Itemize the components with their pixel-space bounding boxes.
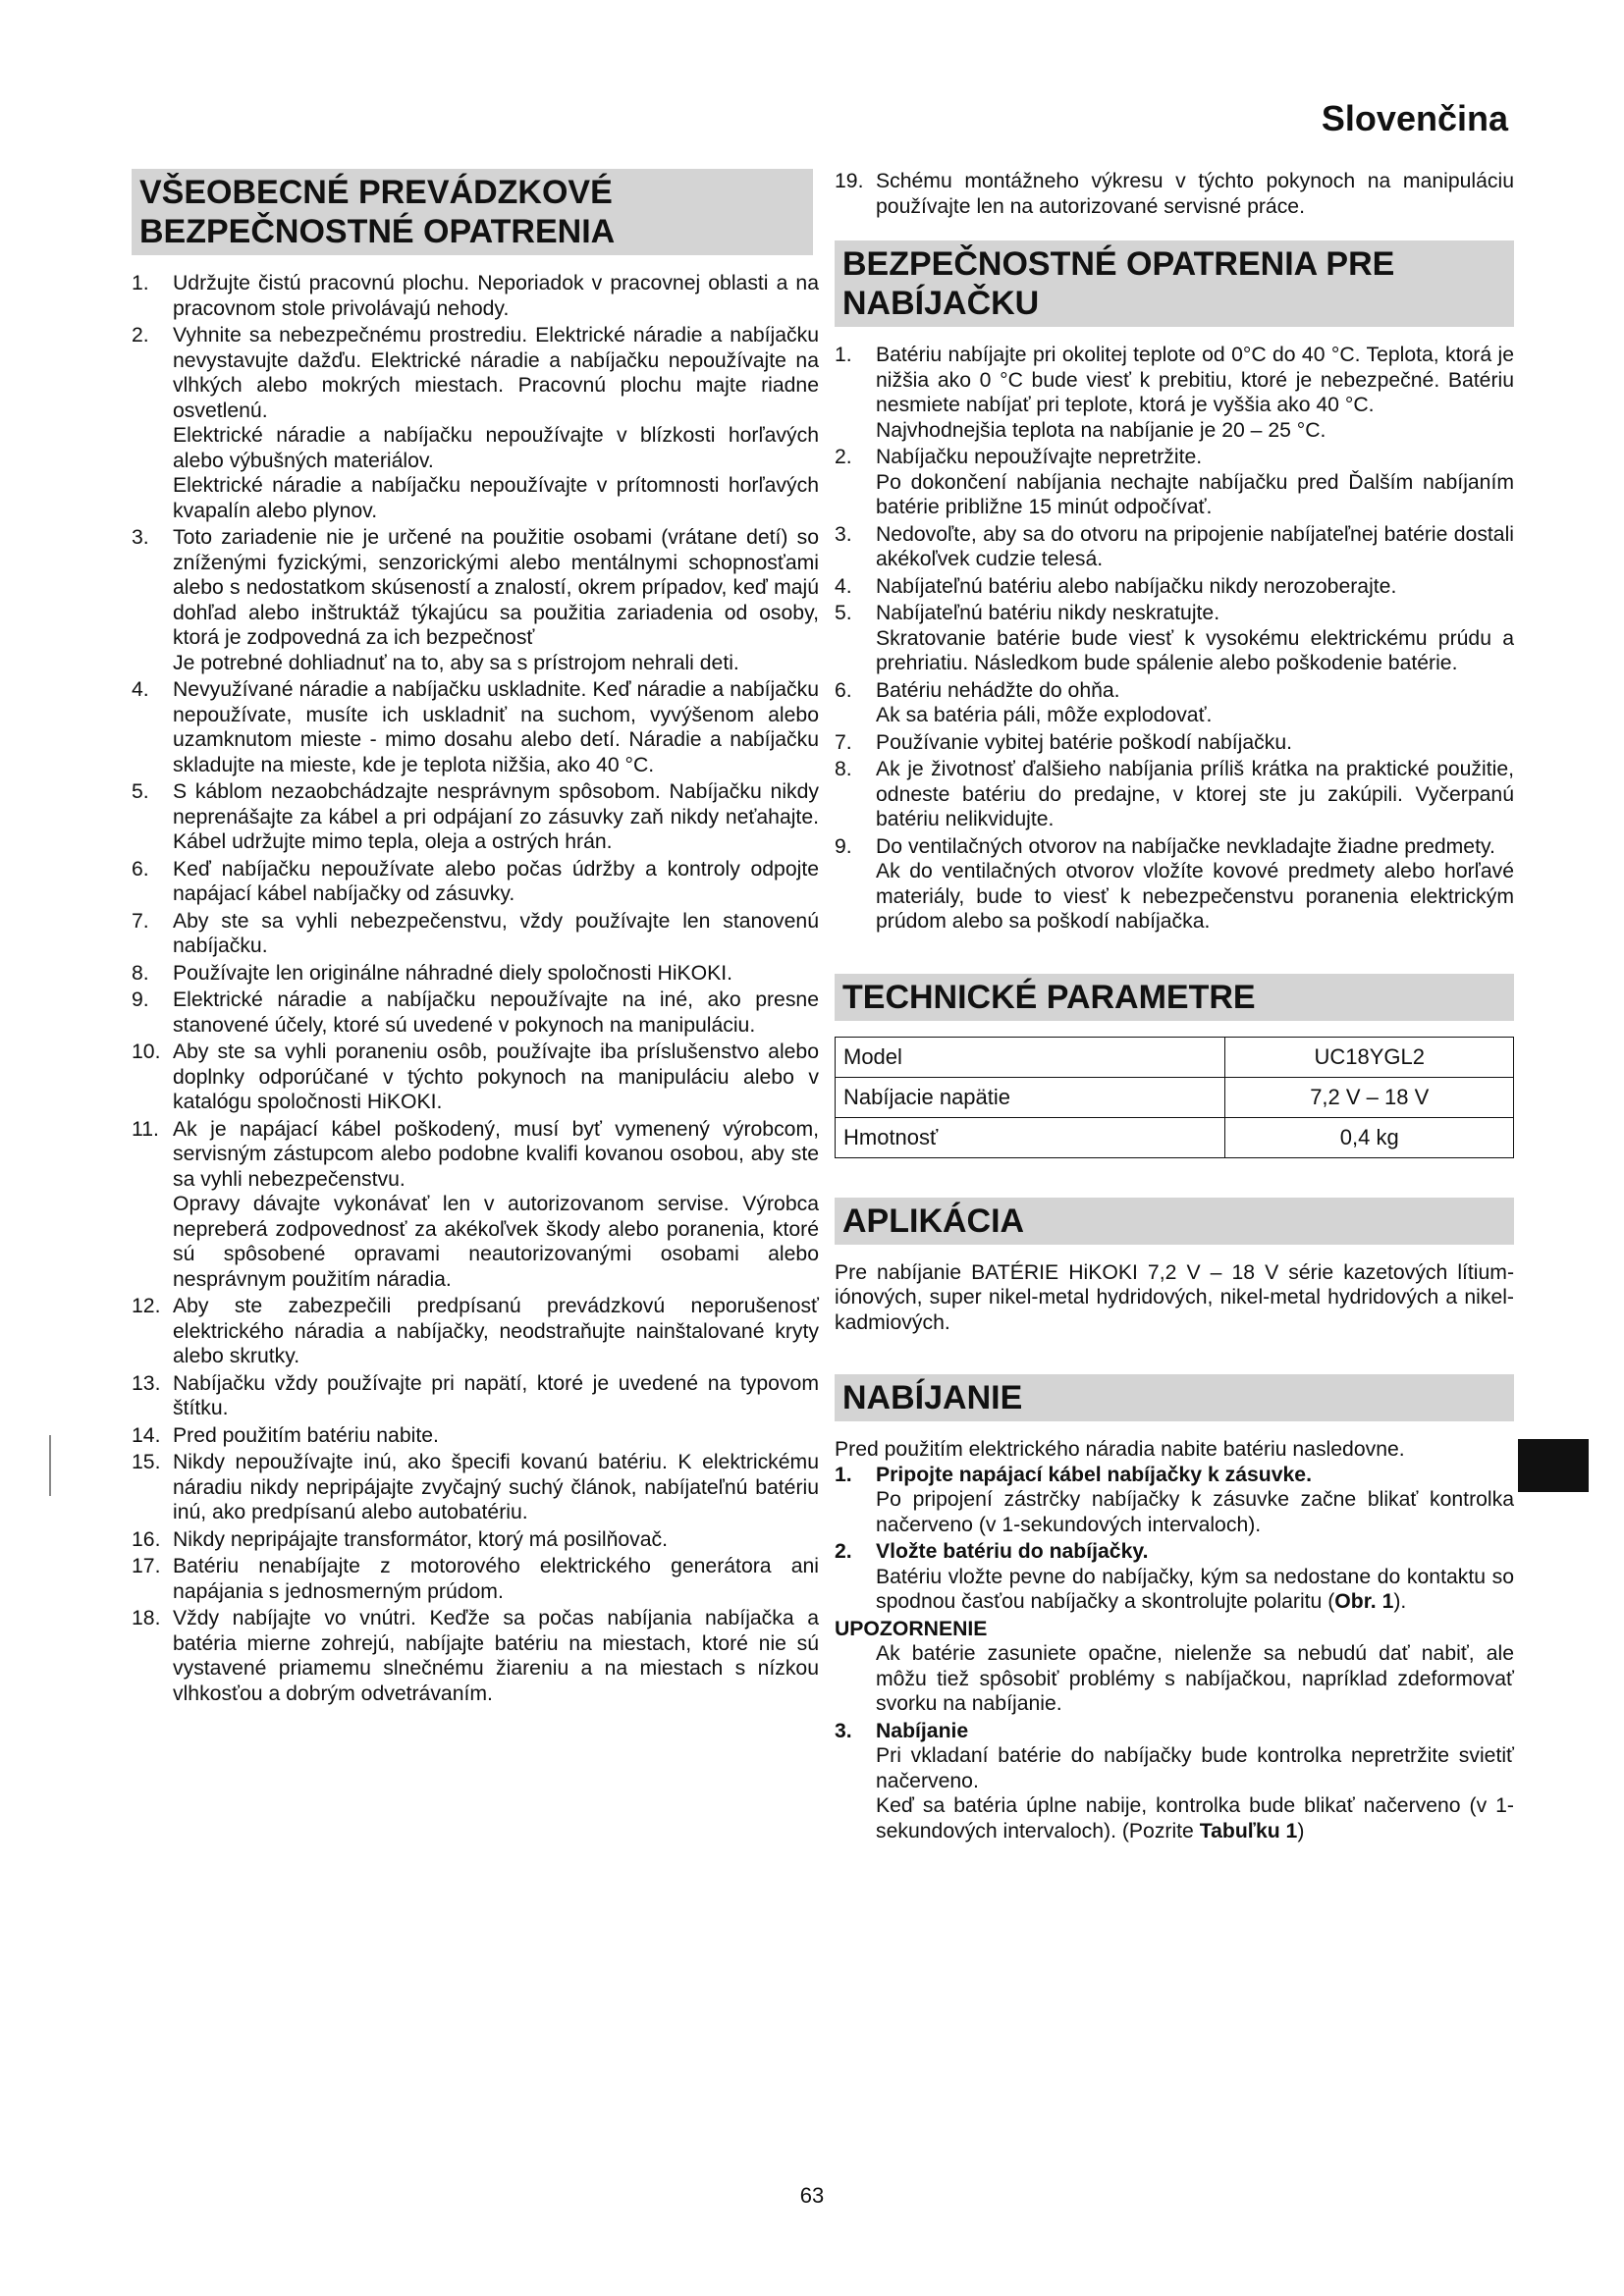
- section-tab-marker: [1518, 1439, 1589, 1492]
- item-text: Je potrebné dohliadnuť na to, aby sa s prístrojom nehrali deti.: [173, 651, 739, 674]
- item-text: S káblom nezaobchádzajte nesprávnym spôsobom. Nabíjačku nikdy neprenášajte za kábel a pri odpájaní zo zásuvky zaň nikdy neťahajte. Kábel udržujte mimo tepla, oleja a ostrých hrán.: [173, 780, 819, 853]
- item-text: Aby ste sa vyhli nebezpečenstvu, vždy používajte len stanovenú nabíjačku.: [173, 909, 819, 957]
- item-text: Nikdy nepripájajte transformátor, ktorý má posilňovač.: [173, 1527, 669, 1551]
- item-number: 17.: [132, 1555, 161, 1577]
- list-item: [132, 323, 819, 523]
- list-item: [132, 909, 819, 959]
- item-text: Keď nabíjačku nepoužívate alebo počas údržby a kontroly odpojte napájací kábel nabíjačky od zásuvky.: [173, 857, 819, 905]
- item-number: 14.: [132, 1423, 161, 1447]
- item-number: 7.: [835, 730, 852, 754]
- item-text: Batériu nenabíjajte z motorového elektrického generátora ani napájania s jednosmerným prúdom.: [173, 1555, 819, 1603]
- list-item: [132, 1606, 819, 1706]
- item-number: 8.: [835, 758, 852, 780]
- list-item: [132, 1117, 819, 1293]
- item-text: Nabíjateľnú batériu alebo nabíjačku nikdy nerozoberajte.: [876, 574, 1397, 598]
- table-row: [836, 1077, 1514, 1117]
- item-text: Opravy dávajte vykonávať len v autorizovanom servise. Výrobca nepreberá zodpovednosť za akékoľvek škody alebo poranenia, ktoré sú spôsobené opravami neautorizovanými osobami alebo nesprávnym použitím náradia.: [173, 1193, 819, 1291]
- item-text: Ak sa batéria páli, môže explodovať.: [876, 704, 1213, 726]
- item-number: 8.: [132, 961, 149, 985]
- item-text: Vyhnite sa nebezpečnému prostrediu. Elektrické náradie a nabíjačku nevystavujte dažďu. Elektrické náradie a nabíjačku nepoužívajte na vlhkých alebo mokrých miestach. Pracovnú plochu majte riadne osvetlenú.: [173, 324, 819, 422]
- item-text: Elektrické náradie a nabíjačku nepoužívajte v prítomnosti horľavých kvapalín alebo plynov.: [173, 474, 819, 522]
- list-item: [132, 1450, 819, 1525]
- list-item: 19. Schému montážneho výkresu v týchto pokynoch na manipuláciu používajte len na autorizované servisné práce.: [835, 170, 1514, 218]
- charger-safety-heading: BEZPEČNOSTNÉ OPATRENIA PRE NABÍJAČKU: [835, 240, 1514, 327]
- table-row: [836, 1037, 1514, 1077]
- list-item: [132, 857, 819, 907]
- spec-label: Model: [836, 1037, 1225, 1077]
- list-item: [835, 678, 1514, 728]
- left-column: [132, 169, 819, 1708]
- item-text: Nabíjačku vždy používajte pri napätí, ktoré je uvedené na typovom štítku.: [173, 1371, 819, 1419]
- item-number: 5.: [835, 602, 852, 624]
- item-number: 3.: [835, 522, 852, 546]
- item-number: 9.: [132, 988, 149, 1011]
- general-safety-heading: VŠEOBECNÉ PREVÁDZKOVÉ BEZPEČNOSTNÉ OPATRENIA: [132, 169, 813, 255]
- list-item: [835, 522, 1514, 572]
- item-text: Pred použitím batériu nabite.: [173, 1423, 439, 1447]
- list-item: [132, 1554, 819, 1604]
- spec-label: Nabíjacie napätie: [836, 1077, 1225, 1117]
- item-number: 12.: [132, 1295, 161, 1317]
- item-number: 3.: [132, 526, 149, 549]
- item-text: Toto zariadenie nie je určené na použitie osobami (vrátane detí) so zníženými fyzickými, senzorickými alebo mentálnymi schopnosťami alebo s nedostatkom skúseností a znalostí, okrem prípadov, keď majú dohľad alebo inštruktáž týkajúcu sa použitia zariadenia od osoby, ktorá je zodpovedná za ich bezpečnosť: [173, 526, 819, 649]
- item-text: Batériu nabíjajte pri okolitej teplote od 0°C do 40 °C. Teplota, ktorá je nižšia ako 0 °C bude viesť k prebitiu, ktoré je nebezpečné. Batériu nesmiete nabíjať pri teplote, ktorá je vyššia ako 40 °C.: [876, 344, 1514, 416]
- item-text: Skratovanie batérie bude viesť k vysokému elektrickému prúdu a prehriatiu. Následkom bude spálenie alebo poškodenie batérie.: [876, 626, 1514, 674]
- right-column: [835, 169, 1514, 1845]
- list-item: [835, 757, 1514, 832]
- item-number: 10.: [132, 1041, 161, 1063]
- item-number: 4.: [132, 678, 149, 701]
- list-item: [132, 988, 819, 1038]
- item-number: 16.: [132, 1527, 161, 1551]
- list-item: [132, 677, 819, 777]
- caution-text-block: [835, 1641, 1514, 1717]
- item-number: 18.: [132, 1607, 161, 1629]
- list-item: [132, 1294, 819, 1369]
- spec-value: 7,2 V – 18 V: [1225, 1077, 1514, 1117]
- item-text: Po dokončení nabíjania nechajte nabíjačku pred Ďalším nabíjaním batérie približne 15 minút odpočívať.: [876, 470, 1514, 518]
- item-number: 2.: [132, 324, 149, 347]
- spec-label: Hmotnosť: [836, 1117, 1225, 1157]
- charging-step-3: 3. Nabíjanie Pri vkladaní batérie do nabíjačky bude kontrolka nepretržite svietiť načerveno. Keď sa batéria úplne nabije, kontrolka bude blikať načerveno (v 1-sekundových intervaloch). (Pozrite Tabuľku 1): [835, 1719, 1514, 1842]
- list-item: [132, 1527, 819, 1553]
- item-text: Nevyužívané náradie a nabíjačku uskladnite. Keď náradie a nabíjačku nepoužívate, musíte ich uskladniť na suchom, vyvýšenom alebo uzamknutom mieste - mimo dosahu alebo detí. Náradie a nabíjačku skladujte na mieste, kde je teplota nižšia, ako 40 °C.: [173, 678, 819, 776]
- specs-heading: TECHNICKÉ PARAMETRE: [835, 974, 1514, 1021]
- item-text: Nabíjačku nepoužívajte nepretržite.: [876, 446, 1203, 468]
- item-number: 7.: [132, 909, 149, 933]
- general-safety-list: [132, 271, 819, 1706]
- application-heading: APLIKÁCIA: [835, 1198, 1514, 1245]
- item-text: Elektrické náradie a nabíjačku nepoužívajte v blízkosti horľavých alebo výbušných materiálov.: [173, 424, 819, 472]
- item-text: Nikdy nepoužívajte inú, ako špecifi kovanú batériu. K elektrickému náradiu nikdy nepripájajte zvyčajný suchý článok, nabíjateľnú batériu inú, ako predpísanú alebo autobatériu.: [173, 1451, 819, 1523]
- specs-table: [835, 1037, 1514, 1158]
- charging-intro: Pred použitím elektrického náradia nabite batériu nasledovne.: [835, 1438, 1405, 1461]
- item-number: 5.: [132, 780, 149, 803]
- item-number: 6.: [132, 857, 149, 881]
- item-number: 6.: [835, 678, 852, 702]
- item-text: Ak do ventilačných otvorov vložíte kovové predmety alebo horľavé materiály, bude to viesť k nebezpečenstvu poranenia elektrickým prúdom alebo sa poškodí nabíjačka.: [876, 860, 1514, 933]
- list-item: [835, 343, 1514, 443]
- list-item: [835, 445, 1514, 520]
- item-text: Elektrické náradie a nabíjačku nepoužívajte na iné, ako presne stanovené účely, ktoré sú uvedené v pokynoch na manipuláciu.: [173, 988, 819, 1037]
- item-text: Vždy nabíjajte vo vnútri. Keďže sa počas nabíjania nabíjačka a batéria mierne zohrejú, nabíjajte batériu na miestach, ktoré nie sú vystavené priamemu slnečnému žiareniu a na miestach s nízkou vlhkosťou a dobrým odvetrávaním.: [173, 1607, 819, 1705]
- figure-reference: Obr. 1: [1334, 1590, 1394, 1613]
- item-text: Ak je životnosť ďalšieho nabíjania príliš krátka na praktické použitie, odneste batériu do predajne, v ktorej ste ju zakúpili. Vyčerpanú batériu nelikvidujte.: [876, 758, 1514, 830]
- list-item: [835, 601, 1514, 676]
- spec-value: UC18YGL2: [1225, 1037, 1514, 1077]
- item-text: Nabíjateľnú batériu nikdy neskratujte.: [876, 602, 1220, 624]
- list-item: [835, 730, 1514, 756]
- item-text: Aby ste zabezpečili predpísanú prevádzkovú neporušenosť elektrického náradia a nabíjačky, neodstraňujte nainštalované kryty alebo skrutky.: [173, 1295, 819, 1367]
- caution-label: UPOZORNENIE: [835, 1617, 988, 1640]
- item-text: Ak je napájací kábel poškodený, musí byť vymenený výrobcom, servisným zástupcom alebo podobne kvalifi kovanou osobou, aby ste sa vyhli nebezpečenstvu.: [173, 1117, 819, 1191]
- item-text: Do ventilačných otvorov na nabíjačke nevkladajte žiadne predmety.: [876, 834, 1495, 858]
- charger-safety-list: [835, 343, 1514, 934]
- item-number: 1.: [132, 272, 149, 294]
- application-text: Pre nabíjanie BATÉRIE HiKOKI 7,2 V – 18 V série kazetových lítium-iónových, super nikel-metal hydridových, nikel-metal hydridových a nikel-kadmiových.: [835, 1260, 1514, 1334]
- list-item: [132, 961, 819, 987]
- item-text: Používanie vybitej batérie poškodí nabíjačku.: [876, 730, 1293, 754]
- item-text: Udržujte čistú pracovnú plochu. Neporiadok v pracovnej oblasti a na pracovnom stole privolávajú nehody.: [173, 272, 819, 320]
- list-item: [132, 1040, 819, 1115]
- list-item: [132, 779, 819, 855]
- item-number: 1.: [835, 344, 852, 366]
- charging-heading: NABÍJANIE: [835, 1374, 1514, 1421]
- list-item: [132, 271, 819, 321]
- list-item: [835, 574, 1514, 600]
- item-text: Nedovoľte, aby sa do otvoru na pripojenie nabíjateľnej batérie dostali akékoľvek cudzie telesá.: [876, 522, 1514, 570]
- item-number: 9.: [835, 834, 852, 858]
- language-label: Slovenčina: [1321, 98, 1508, 138]
- item-number: 2.: [835, 446, 852, 468]
- list-item: [132, 525, 819, 675]
- spec-value: 0,4 kg: [1225, 1117, 1514, 1157]
- item-number: 11.: [132, 1117, 159, 1141]
- page-number: 63: [799, 2183, 825, 2208]
- table-row: [836, 1117, 1514, 1157]
- charging-step-2: 2. Vložte batériu do nabíjačky. Batériu vložte pevne do nabíjačky, kým sa nedostane do kontaktu so spodnou časťou nabíjačky a skontrolujte polaritu (Obr. 1).: [835, 1540, 1514, 1613]
- charging-step-1: 1. Pripojte napájací kábel nabíjačky k zásuvke. Po pripojení zástrčky nabíjačky k zásuvke začne blikať kontrolka načerveno (v 1-sekundových intervaloch).: [835, 1463, 1514, 1536]
- list-item: [835, 834, 1514, 934]
- item-number: 4.: [835, 574, 852, 598]
- caution-text: Ak batérie zasuniete opačne, nielenže sa nebudú dať nabiť, ale môžu tiež spôsobiť problémy s nabíjačkou, napríklad zdeformovať svorku na nabíjanie.: [876, 1642, 1514, 1715]
- item-text: Používajte len originálne náhradné diely spoločnosti HiKOKI.: [173, 961, 733, 985]
- item-number: 15.: [132, 1451, 161, 1473]
- list-item: [132, 1423, 819, 1449]
- item-text: Najvhodnejšia teplota na nabíjanie je 20 – 25 °C.: [876, 418, 1326, 442]
- margin-line: [49, 1435, 51, 1496]
- item-text: Aby ste sa vyhli poraneniu osôb, používajte iba príslušenstvo alebo doplnky odporúčané v týchto pokynoch na manipuláciu alebo v katalógu spoločnosti HiKOKI.: [173, 1041, 819, 1113]
- item-text: Batériu nehádžte do ohňa.: [876, 678, 1120, 702]
- table-reference: Tabuľku 1: [1199, 1819, 1298, 1842]
- item-number: 13.: [132, 1371, 161, 1395]
- list-item: [132, 1371, 819, 1421]
